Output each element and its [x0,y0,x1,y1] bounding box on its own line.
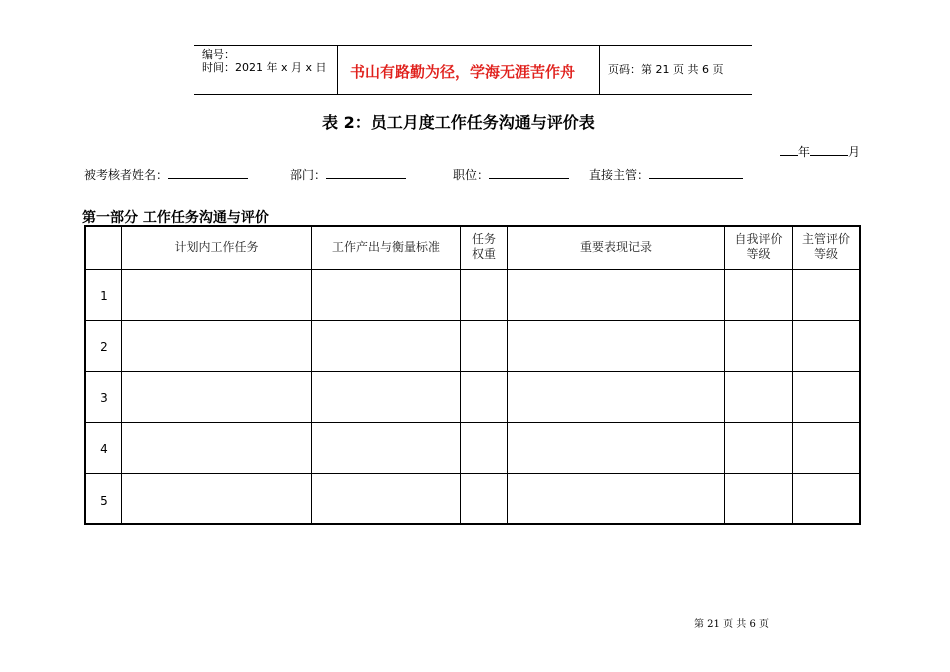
column-divider [724,227,725,523]
evaluation-table [84,225,861,525]
header-self-eval [725,232,792,262]
position-blank[interactable] [489,166,569,179]
header-output-standard: 工作产出与衡量标准 [331,240,440,254]
row-number-2: 2 [100,340,108,354]
year-blank[interactable] [780,143,798,156]
column-divider [460,227,461,523]
dept-blank[interactable] [326,166,406,179]
column-divider [507,227,508,523]
row-divider [86,422,859,423]
header-mgr-eval-line1: 主管评价 [801,232,850,246]
motto-text: 书山有路勤为径，学海无涯苦作舟 [350,63,576,81]
position-label: 职位： [453,168,490,182]
section-title: 第一部分 工作任务沟通与评价 [82,210,269,226]
header-planned-tasks: 计划内工作任务 [174,240,259,254]
document-header [194,45,752,95]
date-line [780,143,860,160]
supervisor-blank[interactable] [649,166,743,179]
row-number-4: 4 [100,442,108,456]
page-footer: 第 21 页 共 6 页 [694,619,769,630]
header-mgr-eval-line2: 等级 [813,247,838,261]
row-divider [86,320,859,321]
number-label: 编号： [202,48,235,61]
row-number-3: 3 [100,391,108,405]
header-performance-record: 重要表现记录 [579,240,652,254]
header-task-weight [461,232,507,262]
row-divider [86,473,859,474]
supervisor-field [589,166,743,183]
page-title: 表 2：员工月度工作任务沟通与评价表 [322,113,595,132]
header-mgr-eval [793,232,859,262]
name-blank[interactable] [168,166,248,179]
dept-field [290,166,406,183]
header-self-eval-line2: 等级 [746,247,771,261]
month-blank[interactable] [810,143,848,156]
row-number-5: 5 [100,494,108,508]
header-motto-cell [337,46,600,94]
year-label: 年 [798,145,811,159]
header-self-eval-line1: 自我评价 [734,232,783,246]
header-page-cell [600,46,752,94]
dept-label: 部门： [290,168,327,182]
row-divider [86,269,859,270]
column-divider [792,227,793,523]
page-info: 页码：第 21 页 共 6 页 [608,63,724,76]
header-task-weight-line2: 权重 [471,247,496,261]
supervisor-label: 直接主管： [589,168,650,182]
name-field [84,166,248,183]
row-number-1: 1 [100,289,108,303]
name-label: 被考核者姓名： [84,168,169,182]
time-label: 时间：2021 年 x 月 x 日 [202,61,327,74]
header-task-weight-line1: 任务 [471,232,496,246]
column-divider [121,227,122,523]
month-label: 月 [848,145,861,159]
position-field [453,166,569,183]
header-meta-cell [194,46,338,94]
column-divider [311,227,312,523]
row-divider [86,371,859,372]
